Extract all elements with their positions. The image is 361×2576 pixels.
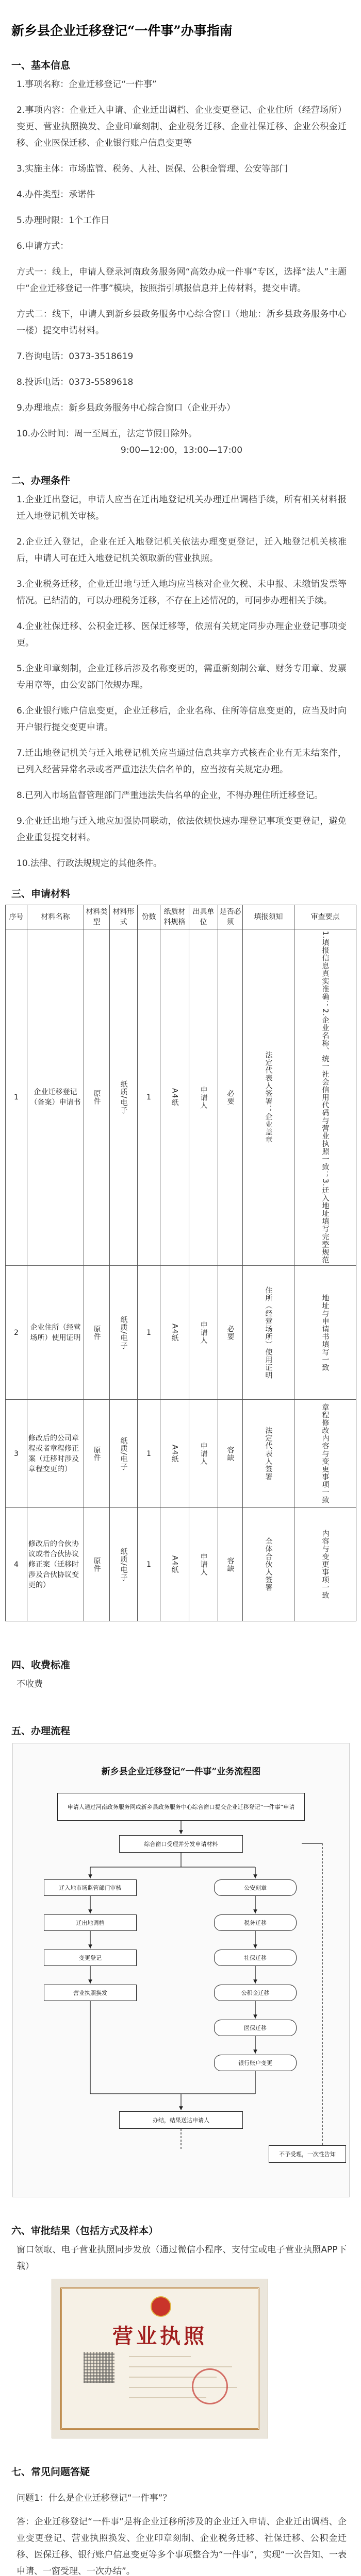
material-spec-text: A4纸 (170, 1555, 179, 1574)
material-required (218, 1508, 243, 1621)
material-review-text: 地址与申请书填写一致 (321, 1294, 330, 1371)
license-line (129, 2397, 206, 2398)
table-row (6, 1266, 356, 1400)
basic-item: 9.办理地点：新乡县政务服务中心综合窗口（企业开办） (17, 403, 236, 413)
material-name: 修改后的公司章程或者章程修正案（迁移时涉及章程变更的） (27, 1400, 84, 1508)
materials-table-wrap (5, 905, 356, 1621)
flow-box-a1: 迁入地市场监管部门审核 (44, 1879, 137, 1896)
row-number: 3 (6, 1400, 27, 1508)
material-spec (160, 929, 189, 1266)
column-header: 填报须知 (243, 905, 294, 929)
materials-heading: 三、申请材料 (11, 888, 71, 900)
condition-item: 2.企业迁入登记，企业在迁入地登记机关依法办理变更登记，迁入地登记机关核准后，申请人可在迁入地登记机关领取新的营业执照。 (17, 537, 347, 564)
material-form-text: 纸质/电子 (119, 1547, 128, 1582)
basic-info-heading: 一、基本信息 (11, 60, 71, 71)
flow-section (0, 1723, 361, 2197)
column-header: 序号 (6, 905, 27, 929)
basic-item: 1.事项名称：企业迁移登记“一件事” (17, 79, 157, 90)
material-form (110, 929, 138, 1266)
material-name: 修改后的合伙协议或者合伙协议修正案（迁移时涉及合伙协议变更的） (27, 1508, 84, 1621)
material-type (84, 1400, 110, 1508)
office-hours: 10.办公时间：周一至周五，法定节假日除外。 (17, 429, 198, 439)
faq-section (0, 2459, 361, 2576)
material-name: 企业住所（经营场所）使用证明 (27, 1266, 84, 1400)
material-issuer (189, 1266, 218, 1400)
flow-box-b2: 税务迁移 (214, 1914, 297, 1931)
flow-heading: 五、办理流程 (11, 1725, 71, 1737)
material-type-text: 原件 (92, 1325, 101, 1341)
material-review (294, 929, 356, 1266)
material-spec-text: A4纸 (170, 1323, 179, 1342)
result-heading: 六、审批结果（包括方式及样本） (11, 2225, 159, 2237)
flow-box-b1: 公安刻章 (214, 1879, 297, 1896)
material-required-text: 容缺 (226, 1446, 235, 1462)
license-title: 营业执照 (112, 2324, 207, 2349)
flow-box-a2: 迁出地调档 (44, 1914, 137, 1931)
material-name: 企业迁移登记（备案）申请书 (27, 929, 84, 1266)
material-type-text: 原件 (92, 1090, 101, 1106)
basic-info-section (0, 53, 361, 459)
material-spec-text: A4纸 (170, 1444, 179, 1463)
material-notes-text: 法定代表人签署 (264, 1427, 273, 1481)
table-row (6, 1508, 356, 1621)
flow-box-intro: 申请人通过河南政务服务网或新乡县政务服务中心综合窗口提交企业迁移登记“一件事”申请 (57, 1793, 305, 1821)
condition-item: 9.企业迁出地与迁入地应加强协同联动，依法依规快速办理登记事项变更登记，避免企业重复提交材料。 (17, 816, 347, 843)
complaint-phone: 8.投诉电话：0373-5589618 (17, 377, 134, 387)
material-notes-text: 法定代表人签署；企业盖章 (264, 1051, 273, 1144)
material-type-text: 原件 (92, 1446, 101, 1462)
materials-table (5, 905, 356, 1621)
column-header: 是否必须 (218, 905, 243, 929)
flow-box-a4: 营业执照换发 (44, 1985, 137, 2001)
material-issuer (189, 1508, 218, 1621)
material-form (110, 1400, 138, 1508)
material-required (218, 1266, 243, 1400)
faq-question: 问题1：什么是企业迁移登记“一件事”？ (17, 2493, 172, 2504)
material-type-text: 原件 (92, 1556, 101, 1572)
flow-box-b3: 社保迁移 (214, 1950, 297, 1966)
faq-answer: 答：企业迁移登记“一件事”是将企业迁移所涉及的企业迁入申请、企业迁出调档、企业变更登记、营业执照换发、企业印章刻制、企业税务迁移、社保迁移、公积金迁移、医保迁移、银行账户信息变更等多个事项整合为“一件事”，实现“一次告知、一表申请、一窗受理、一次办结”。 (17, 2517, 347, 2576)
flow-box-b6: 银行账户变更 (214, 2055, 297, 2071)
basic-item: 4.办件类型：承诺件 (17, 190, 95, 200)
material-required (218, 1400, 243, 1508)
column-header: 材料类型 (84, 905, 110, 929)
material-issuer (189, 1400, 218, 1508)
fees-section (0, 1652, 361, 1692)
table-row (6, 929, 356, 1266)
material-spec (160, 1400, 189, 1508)
flow-box-a3: 变更登记 (44, 1950, 137, 1966)
condition-item: 10.法律、行政法规规定的其他条件。 (17, 858, 162, 869)
material-form-text: 纸质/电子 (119, 1315, 128, 1350)
license-line (129, 2366, 232, 2367)
table-header-row (6, 905, 356, 929)
material-review-text: 内容与变更事项一致 (321, 1530, 330, 1600)
conditions-heading: 二、办理条件 (11, 475, 71, 486)
material-required (218, 929, 243, 1266)
flowchart-title: 新乡县企业迁移登记“一件事”业务流程图 (101, 1767, 261, 1777)
material-form (110, 1266, 138, 1400)
column-header: 纸质材料规格 (160, 905, 189, 929)
material-notes-text: 住所（经营场所）使用证明 (264, 1286, 273, 1379)
column-header: 材料形式 (110, 905, 138, 929)
result-section (0, 2218, 361, 2438)
material-form (110, 1508, 138, 1621)
material-notes (243, 1400, 294, 1508)
material-review (294, 1400, 356, 1508)
material-copies: 1 (138, 929, 160, 1266)
material-copies: 1 (138, 1266, 160, 1400)
official-seal-icon (192, 2368, 228, 2404)
license-frame (60, 2287, 259, 2430)
result-text: 窗口领取、电子营业执照同步发放（通过微信小程序、支付宝或电子营业执照APP下载） (17, 2245, 347, 2272)
flow-box-b4: 公积金迁移 (214, 1985, 297, 2001)
column-header: 材料名称 (27, 905, 84, 929)
flow-box-result: 办结，结果送达申请人 (119, 2111, 243, 2129)
basic-item: 5.办理时限：1个工作日 (17, 215, 110, 226)
basic-item: 方式二：线下，申请人到新乡县政务服务中心综合窗口（地址：新乡县政务服务中心一楼）提交申请材料。 (17, 309, 347, 336)
basic-item: 2.事项内容：企业迁入申请、企业迁出调档、企业变更登记、企业住所（经营场所）变更、营业执照换发、企业印章刻制、企业税务迁移、企业社保迁移、企业公积金迁移、企业医保迁移、企业银行账户信息变更等 (17, 105, 347, 148)
material-issuer-text: 申请人 (199, 1442, 208, 1466)
flow-box-reject: 不予受理，一次性告知 (269, 2145, 346, 2163)
material-notes-text: 全体合伙人签署 (264, 1537, 273, 1592)
material-review-text: 1.填报信息真实准确；2.企业名称、统一社会信用代码与营业执照一致；3.迁入地址填写完整规范 (321, 931, 330, 1264)
material-issuer-text: 申请人 (199, 1321, 208, 1345)
flow-box-accept: 综合窗口受理并分发申请材料 (119, 1835, 243, 1853)
column-header: 出具单位 (189, 905, 218, 929)
office-hours-time: 9:00—12:00，13:00—17:00 (120, 445, 243, 455)
material-required-text: 必要 (226, 1325, 235, 1341)
materials-section (0, 881, 361, 1621)
flow-box-b5: 医保迁移 (214, 2020, 297, 2036)
material-spec-text: A4纸 (170, 1088, 179, 1107)
material-review-text: 章程修改内容与变更事项一致 (321, 1403, 330, 1504)
material-notes (243, 1508, 294, 1621)
material-issuer-text: 申请人 (199, 1086, 208, 1109)
consult-phone: 7.咨询电话：0373-3518619 (17, 351, 134, 362)
row-number: 2 (6, 1266, 27, 1400)
condition-item: 4.企业社保迁移、公积金迁移、医保迁移等，依照有关规定同步办理企业登记事项变更。 (17, 621, 347, 648)
material-form-text: 纸质/电子 (119, 1080, 128, 1114)
basic-item: 方式一：线上，申请人登录河南政务服务网“高效办成一件事”专区，选择“法人”主题中“企业迁移登记一件事”模块，按照指引填报信息并上传材料，提交申请。 (17, 267, 347, 294)
material-review (294, 1508, 356, 1621)
license-line (129, 2356, 191, 2357)
basic-item: 6.申请方式： (17, 241, 69, 251)
material-notes (243, 929, 294, 1266)
material-spec (160, 1508, 189, 1621)
condition-item: 7.迁出地登记机关与迁入地登记机关应当通过信息共享方式核查企业有无未结案件，已列入经营异常名录或者严重违法失信名单的，应当按有关规定办理。 (17, 748, 347, 775)
material-issuer-text: 申请人 (199, 1553, 208, 1577)
conditions-section (0, 468, 361, 872)
table-row (6, 1400, 356, 1508)
column-header: 审查要点 (294, 905, 356, 929)
condition-item: 3.企业税务迁移，企业迁出地与迁入地均应当核对企业欠税、未申报、未缴销发票等情况。已结清的，可以办理税务迁移，不存在上述情况的，可同步办理相关手续。 (17, 579, 347, 606)
material-copies: 1 (138, 1400, 160, 1508)
material-spec (160, 1266, 189, 1400)
flowchart (12, 1743, 350, 2197)
row-number: 4 (6, 1508, 27, 1621)
material-issuer (189, 929, 218, 1266)
fees-heading: 四、收费标准 (11, 1659, 71, 1671)
condition-item: 1.企业迁出登记，申请人应当在迁出地登记机关办理迁出调档手续，所有相关材料报迁入地登记机关审核。 (17, 495, 347, 521)
condition-item: 5.企业印章刻制，企业迁移后涉及名称变更的，需重新刻制公章、财务专用章、发票专用章等，由公安部门依规办理。 (17, 664, 347, 690)
fees-value: 不收费 (17, 1679, 43, 1690)
material-type (84, 929, 110, 1266)
page-title: 新乡县企业迁移登记“一件事”办事指南 (11, 23, 233, 38)
material-notes (243, 1266, 294, 1400)
national-emblem-icon (151, 2296, 171, 2317)
material-copies: 1 (138, 1508, 160, 1621)
material-required-text: 必要 (226, 1090, 235, 1106)
material-required-text: 容缺 (226, 1556, 235, 1572)
faq-heading: 七、常见问题答疑 (11, 2466, 90, 2478)
business-license-image (52, 2279, 268, 2438)
row-number: 1 (6, 929, 27, 1266)
condition-item: 8.已列入市场监督管理部门严重违法失信名单的企业，不得办理住所迁移登记。 (17, 790, 323, 801)
condition-item: 6.企业银行账户信息变更，企业迁移后，企业名称、住所等信息变更的，应当及时向开户银行提交变更申请。 (17, 706, 347, 733)
material-type (84, 1508, 110, 1621)
material-review (294, 1266, 356, 1400)
qr-code-icon (84, 2352, 114, 2383)
material-form-text: 纸质/电子 (119, 1436, 128, 1471)
basic-item: 3.实施主体：市场监管、税务、人社、医保、公积金管理、公安等部门 (17, 164, 288, 174)
material-type (84, 1266, 110, 1400)
column-header: 份数 (138, 905, 160, 929)
